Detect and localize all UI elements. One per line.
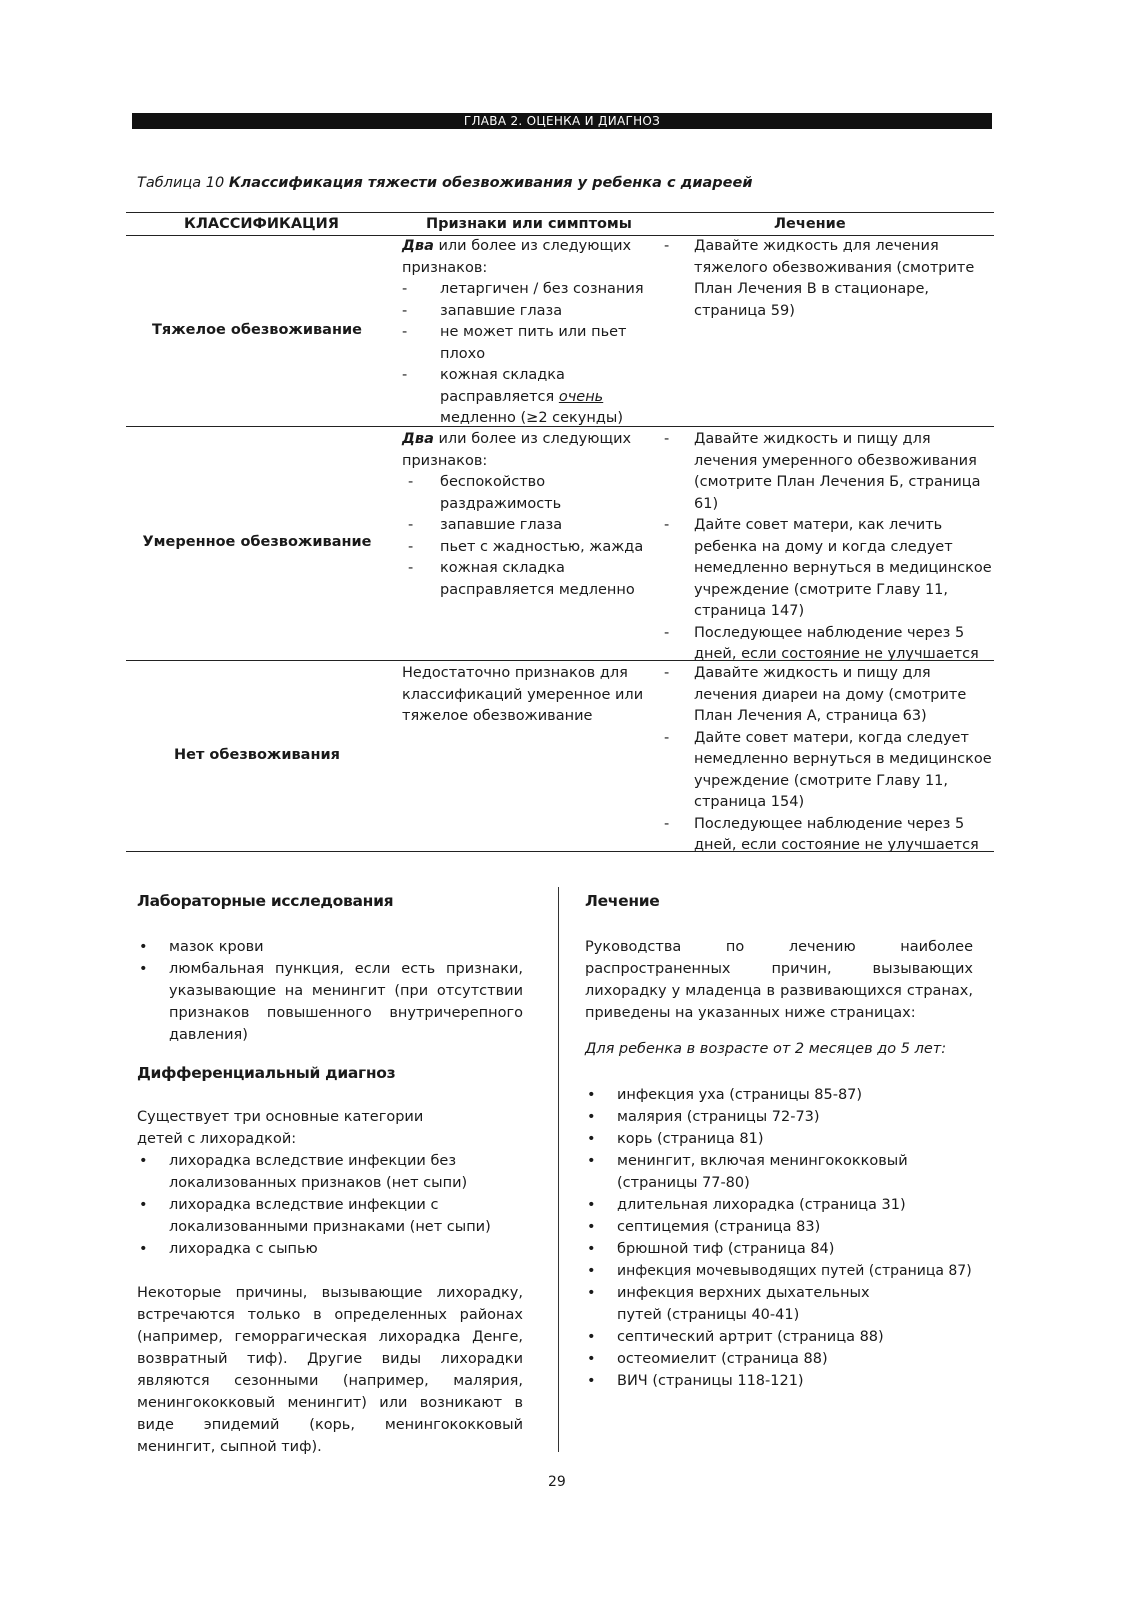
sign-emphasis: очень <box>558 388 604 405</box>
right-column <box>585 890 973 1392</box>
sign-text: кожная складка расправляется <box>440 367 565 405</box>
list-item: - не может пить или пьет плохо <box>402 324 627 362</box>
treatment-cell <box>664 663 994 857</box>
list-item: - Дайте совет матери, когда следует немедленно вернуться в медицинское учреждение (смотрите Главу 11, страница 154) <box>664 729 992 810</box>
list-item <box>585 1282 973 1326</box>
list-item <box>137 958 523 1046</box>
list-item: - Дайте совет матери, как лечить ребенка на дому и когда следует немедленно вернуться в медицинское учреждение (смотрите Главу 11, страница 147) <box>664 517 992 619</box>
sign-tail: медленно (≥2 секунды) <box>440 410 623 426</box>
treatment-heading: Лечение <box>585 892 660 910</box>
list-item <box>585 1128 973 1150</box>
dehydration-table <box>126 212 994 852</box>
bullet-icon: • <box>587 1263 596 1279</box>
left-column <box>137 890 523 1458</box>
item-text: менингит, включая менингококковый (страницы 77-80) <box>617 1153 908 1191</box>
list-item <box>585 1084 973 1106</box>
list-item <box>585 1194 973 1216</box>
classification-cell: Умеренное обезвоживание <box>142 534 372 550</box>
list-item: - кожная складка расправляется медленно <box>408 560 635 598</box>
list-item <box>585 1238 973 1260</box>
item-text: инфекция верхних дыхательных путей (страницы 40-41) <box>617 1285 870 1323</box>
list-item <box>137 1194 523 1238</box>
sign-text: летаргичен / без сознания <box>440 281 644 297</box>
table-caption <box>137 175 752 191</box>
list-item <box>585 1326 973 1348</box>
header-signs: Признаки или симптомы <box>426 216 632 232</box>
signs-cell <box>402 236 664 430</box>
bullet-icon: • <box>587 1197 596 1213</box>
intro-bold: Два <box>402 238 434 254</box>
bullet-icon: • <box>587 1109 596 1125</box>
chapter-header: ГЛАВА 2. ОЦЕНКА И ДИАГНОЗ <box>132 113 992 129</box>
column-divider <box>558 887 559 1452</box>
treatment-cell <box>664 236 994 322</box>
intro-bold: Два <box>402 431 434 447</box>
signs-cell: Недостаточно признаков для классификаций умеренное или тяжелое обезвоживание <box>402 665 644 724</box>
list-item: - кожная складка расправляется очень медленно (≥2 секунды) <box>402 367 623 426</box>
item-text: корь (страница 81) <box>617 1131 764 1147</box>
item-text: инфекция мочевыводящих путей (страница 87) <box>617 1263 972 1279</box>
table-header-row <box>126 212 994 236</box>
bullet-icon: • <box>587 1351 596 1367</box>
list-item <box>585 1370 973 1392</box>
bullet-icon: • <box>139 939 148 955</box>
bullet-icon: • <box>587 1329 596 1345</box>
sign-text: запавшие глаза <box>440 517 563 533</box>
item-text: септицемия (страница 83) <box>617 1219 821 1235</box>
list-item <box>585 1106 973 1128</box>
list-item <box>585 1150 973 1194</box>
list-item: - Последующее наблюдение через 5 дней, если состояние не улучшается <box>664 624 979 662</box>
signs-cell <box>402 429 664 601</box>
sign-text: запавшие глаза <box>440 302 563 319</box>
treatment-text: Последующее наблюдение через 5 дней, если состояние не улучшается <box>694 624 979 662</box>
list-item <box>585 1216 973 1238</box>
bullet-icon: • <box>587 1219 596 1235</box>
sign-text: не может пить или пьет плохо <box>440 324 627 362</box>
table-row <box>126 427 994 661</box>
caption-title: Классификация тяжести обезвоживания у ребенка с диареей <box>228 175 753 191</box>
item-text: длительная лихорадка (страница 31) <box>617 1197 906 1213</box>
sign-text: кожная складка расправляется медленно <box>440 560 635 598</box>
header-classification: КЛАССИФИКАЦИЯ <box>184 216 339 232</box>
bullet-icon: • <box>139 961 148 977</box>
list-item <box>585 1348 973 1370</box>
item-text: остеомиелит (страница 88) <box>617 1351 828 1367</box>
treatment-text: Дайте совет матери, как лечить ребенка на дому и когда следует немедленно вернуться в медицинское учреждение (смотрите Главу 11, страница 147) <box>694 517 992 619</box>
sign-text: беспокойство раздражимость <box>440 474 562 512</box>
list-item: - летаргичен / без сознания <box>402 281 644 297</box>
sign-text: пьет с жадностью, жажда <box>440 538 644 555</box>
list-item <box>585 1260 973 1282</box>
bullet-icon: • <box>139 1241 148 1257</box>
list-item: - запавшие глаза <box>402 302 563 319</box>
item-text: люмбальная пункция, если есть признаки, указывающие на менингит (при отсутствии признаков повышенного внутричерепного давления) <box>169 961 523 1043</box>
classification-cell: Тяжелое обезвоживание <box>152 322 362 338</box>
bullet-icon: • <box>587 1087 596 1103</box>
age-note: Для ребенка в возрасте от 2 месяцев до 5 лет: <box>585 1041 947 1057</box>
caption-prefix: Таблица 10 <box>137 175 225 191</box>
item-text: брюшной тиф (страница 84) <box>617 1241 835 1257</box>
list-item: - беспокойство раздражимость <box>408 474 562 512</box>
list-item: - Последующее наблюдение через 5 дней, если состояние не улучшается <box>664 815 979 853</box>
item-text: лихорадка вследствие инфекции с локализованными признаками (нет сыпи) <box>169 1197 491 1235</box>
intro-text: или более из следующих признаков: <box>402 431 632 469</box>
bullet-icon: • <box>139 1153 148 1169</box>
treatment-text: Давайте жидкость и пищу для лечения диареи на дому (смотрите План Лечения А, страница 63) <box>694 665 967 724</box>
bullet-icon: • <box>587 1373 596 1389</box>
bullet-icon: • <box>587 1241 596 1257</box>
treatment-intro: Руководства по лечению наиболее распространенных причин, вызывающих лихорадку у младенца в развивающихся странах, приведены на указанных ниже страницах: <box>585 939 973 1021</box>
treatment-cell <box>664 429 994 666</box>
item-text: септический артрит (страница 88) <box>617 1329 884 1345</box>
item-text: лихорадка с сыпью <box>169 1241 318 1257</box>
bullet-icon: • <box>587 1153 596 1169</box>
classification-cell: Нет обезвоживания <box>174 747 340 763</box>
intro-text: или более из следующих признаков: <box>402 238 632 276</box>
bullet-icon: • <box>587 1285 596 1301</box>
diff-intro: Существует три основные категории детей с лихорадкой: <box>137 1109 424 1147</box>
item-text: мазок крови <box>169 939 264 955</box>
header-treatment: Лечение <box>774 216 846 232</box>
item-text: инфекция уха (страницы 85-87) <box>617 1087 863 1103</box>
treatment-text: Давайте жидкость и пищу для лечения умеренного обезвоживания (смотрите План Лечения Б, страница 61) <box>694 431 981 512</box>
treatment-text: Дайте совет матери, когда следует немедленно вернуться в медицинское учреждение (смотрите Главу 11, страница 154) <box>694 729 992 810</box>
table-row <box>126 236 994 427</box>
list-item: - Давайте жидкость и пищу для лечения умеренного обезвоживания (смотрите План Лечения Б, страница 61) <box>664 431 981 512</box>
diff-heading: Дифференциальный диагноз <box>137 1064 396 1082</box>
bullet-icon: • <box>587 1131 596 1147</box>
list-item <box>137 1238 523 1260</box>
diff-paragraph: Некоторые причины, вызывающие лихорадку, встречаются только в определенных районах (например, геморрагическая лихорадка Денге, возвратный тиф). Другие виды лихорадки являются сезонными (например, малярия, менингококковый менингит) или возникают в виде эпидемий (корь, менингококковый менингит, сыпной тиф). <box>137 1285 523 1455</box>
page-number: 29 <box>548 1474 566 1490</box>
item-text: ВИЧ (страницы 118-121) <box>617 1373 804 1389</box>
treatment-text: Последующее наблюдение через 5 дней, если состояние не улучшается <box>694 815 979 853</box>
list-item: - запавшие глаза <box>408 517 563 533</box>
list-item: - Давайте жидкость и пищу для лечения диареи на дому (смотрите План Лечения А, страница 63) <box>664 665 967 724</box>
table-row <box>126 661 994 852</box>
lab-heading: Лабораторные исследования <box>137 892 394 910</box>
list-item <box>137 936 523 958</box>
item-text: малярия (страницы 72-73) <box>617 1109 820 1125</box>
bullet-icon: • <box>139 1197 148 1213</box>
treatment-text: Давайте жидкость для лечения тяжелого обезвоживания (смотрите План Лечения В в стационаре, страница 59) <box>694 238 975 319</box>
list-item <box>137 1150 523 1194</box>
item-text: лихорадка вследствие инфекции без локализованных признаков (нет сыпи) <box>169 1153 468 1191</box>
list-item: - Давайте жидкость для лечения тяжелого обезвоживания (смотрите План Лечения В в стационаре, страница 59) <box>664 238 975 319</box>
list-item: - пьет с жадностью, жажда <box>408 538 644 555</box>
